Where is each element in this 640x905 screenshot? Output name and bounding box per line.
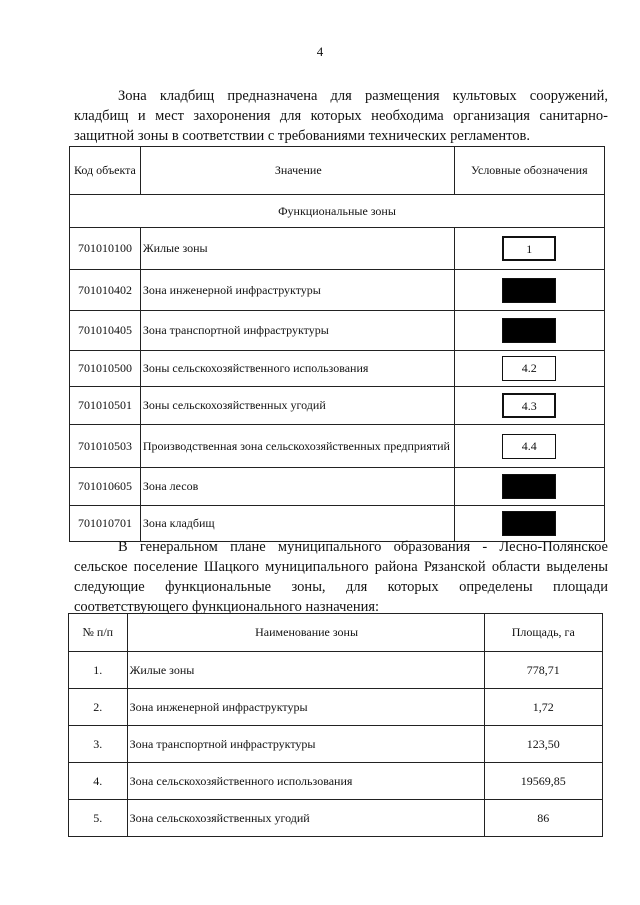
zone-name: Жилые зоны [140,228,454,270]
section-title: Функциональные зоны [70,195,605,228]
zone-name: Зона сельскохозяйственных угодий [127,800,484,837]
object-code: 701010503 [70,425,141,468]
zone-area: 123,50 [484,726,602,763]
legend-symbol: 4.3 [502,393,556,418]
legend-table [69,146,605,542]
zone-name: Зона транспортной инфраструктуры [127,726,484,763]
row-number: 3. [69,726,128,763]
row-number: 4. [69,763,128,800]
area-row [69,726,603,763]
zone-area: 1,72 [484,689,602,726]
symbol-cell [454,468,604,506]
legend-row [70,311,605,351]
zone-name: Зона сельскохозяйственного использования [127,763,484,800]
area-row [69,652,603,689]
symbol-cell [454,270,604,311]
symbol-cell [454,228,604,270]
legend-row [70,351,605,387]
zone-name: Зона транспортной инфраструктуры [140,311,454,351]
row-number: 1. [69,652,128,689]
zone-name: Зона инженерной инфраструктуры [127,689,484,726]
zone-name: Зона лесов [140,468,454,506]
header-symbol: Условные обозначения [454,147,604,195]
zone-area: 778,71 [484,652,602,689]
intro-paragraph: Зона кладбищ предназначена для размещения культовых сооружений, кладбищ и мест захоронения для которых необходима организация санитарно-защитной зоны в соответствии с требованиями технических регламентов. [74,88,608,144]
section-row [70,195,605,228]
legend-symbol: 1 [502,236,556,261]
legend-symbol [502,474,556,499]
legend-row [70,387,605,425]
legend-row [70,468,605,506]
header-code: Код объекта [70,147,141,195]
legend-symbol [502,278,556,303]
zone-name: Жилые зоны [127,652,484,689]
object-code: 701010402 [70,270,141,311]
zone-name: Зоны сельскохозяйственного использования [140,351,454,387]
zone-name: Зоны сельскохозяйственных угодий [140,387,454,425]
symbol-cell [454,387,604,425]
area-row [69,689,603,726]
zone-name: Зона кладбищ [140,506,454,542]
zone-area: 86 [484,800,602,837]
area-row [69,800,603,837]
header-zone-name: Наименование зоны [127,614,484,652]
area-header-row [69,614,603,652]
object-code: 701010100 [70,228,141,270]
legend-symbol: 4.2 [502,356,556,381]
object-code: 701010500 [70,351,141,387]
object-code: 701010405 [70,311,141,351]
zone-area: 19569,85 [484,763,602,800]
legend-row [70,228,605,270]
object-code: 701010701 [70,506,141,542]
legend-row [70,270,605,311]
zone-name: Производственная зона сельскохозяйственных предприятий [140,425,454,468]
area-table [68,613,603,837]
legend-symbol: 4.4 [502,434,556,459]
symbol-cell [454,351,604,387]
object-code: 701010605 [70,468,141,506]
legend-row [70,425,605,468]
legend-header-row [70,147,605,195]
zone-name: Зона инженерной инфраструктуры [140,270,454,311]
legend-symbol [502,318,556,343]
row-number: 2. [69,689,128,726]
object-code: 701010501 [70,387,141,425]
header-meaning: Значение [140,147,454,195]
header-num: № п/п [69,614,128,652]
symbol-cell [454,311,604,351]
area-row [69,763,603,800]
row-number: 5. [69,800,128,837]
page-number: 4 [316,44,324,59]
zones-paragraph: В генеральном плане муниципального образования - Лесно-Полянское сельское поселение Шацкого муниципального района Рязанской области выделены следующие функциональные зоны, для которых определены площади соответствующего функционального назначения: [74,539,608,615]
header-area: Площадь, га [484,614,602,652]
symbol-cell [454,425,604,468]
legend-symbol [502,511,556,536]
